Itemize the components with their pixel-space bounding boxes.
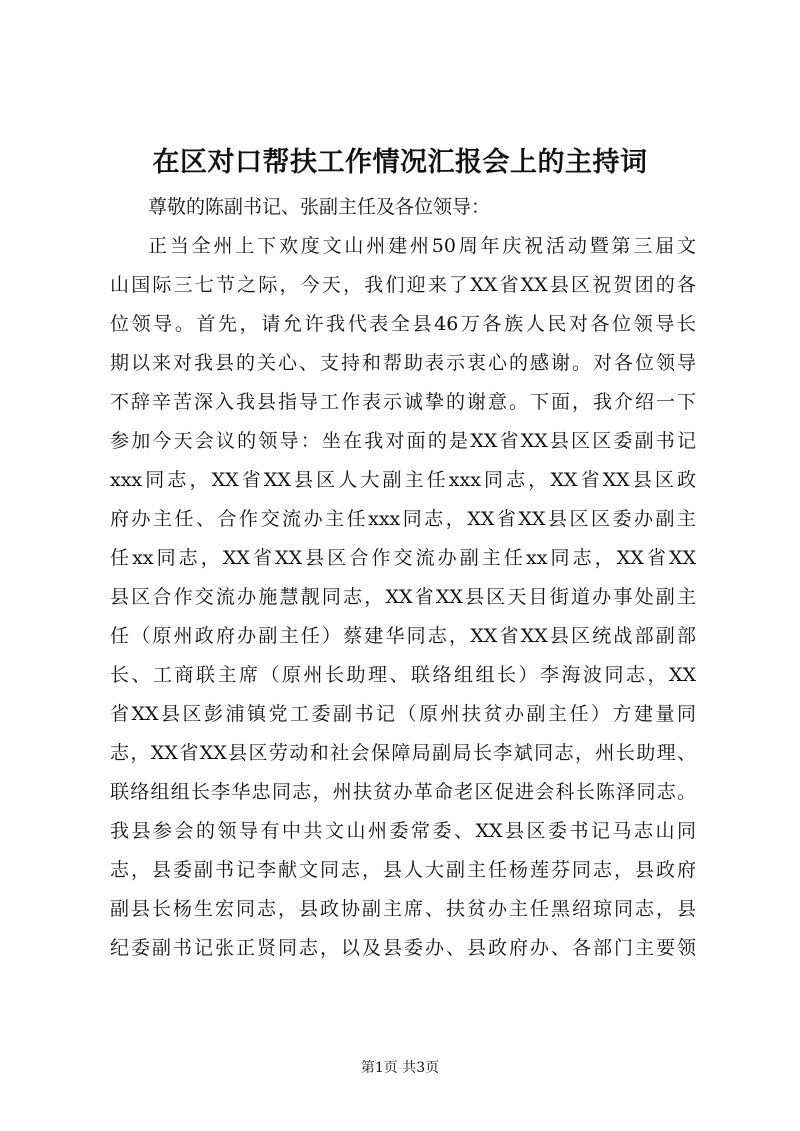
body-line: 长、工商联主席（原州长助理、联络组组长）李海波同志，XX [110, 664, 696, 686]
body-line: 副县长杨生宏同志，县政协副主席、扶贫办主任黑绍琼同志，县 [110, 898, 696, 920]
body-line: 期以来对我县的关心、支持和帮助表示衷心的感谢。对各位领导 [110, 352, 696, 374]
body-line: 县区合作交流办施慧靓同志，XX省XX县区天目街道办事处副主 [110, 586, 696, 608]
body-line: xxx同志，XX省XX县区人大副主任xxx同志，XX省XX县区政 [110, 469, 696, 491]
body-line: 正当全州上下欢度文山州建州50周年庆祝活动暨第三届文 [148, 235, 696, 257]
body-line: 位领导。首先，请允许我代表全县46万各族人民对各位领导长 [110, 313, 696, 335]
body-line: 任xx同志，XX省XX县区合作交流办副主任xx同志，XX省XX [110, 547, 696, 569]
body-line: 志，县委副书记李献文同志，县人大副主任杨莲芬同志，县政府 [110, 859, 696, 881]
page-title: 在区对口帮扶工作情况汇报会上的主持词 [152, 147, 648, 178]
body-line: 联络组组长李华忠同志，州扶贫办革命老区促进会科长陈泽同志。 [110, 781, 696, 803]
page-number-footer: 第1页 共3页 [360, 1060, 440, 1076]
body-line: 府办主任、合作交流办主任xxx同志，XX省XX县区区委办副主 [110, 508, 696, 530]
body-line: 志，XX省XX县区劳动和社会保障局副局长李斌同志，州长助理、 [110, 742, 696, 764]
body-line: 我县参会的领导有中共文山州委常委、XX县区委书记马志山同 [110, 820, 696, 842]
body-line: 山国际三七节之际，今天，我们迎来了XX省XX县区祝贺团的各 [110, 274, 696, 296]
body-line: 纪委副书记张正贤同志，以及县委办、县政府办、各部门主要领 [110, 937, 696, 959]
body-line: 不辞辛苦深入我县指导工作表示诚挚的谢意。下面，我介绍一下 [110, 391, 696, 413]
salutation-line: 尊敬的陈副书记、张副主任及各位领导： [148, 196, 491, 218]
body-line: 参加今天会议的领导：坐在我对面的是XX省XX县区区委副书记 [110, 430, 696, 452]
body-line: 省XX县区彭浦镇党工委副书记（原州扶贫办副主任）方建量同 [110, 703, 696, 725]
body-line: 任（原州政府办副主任）蔡建华同志，XX省XX县区统战部副部 [110, 625, 696, 647]
